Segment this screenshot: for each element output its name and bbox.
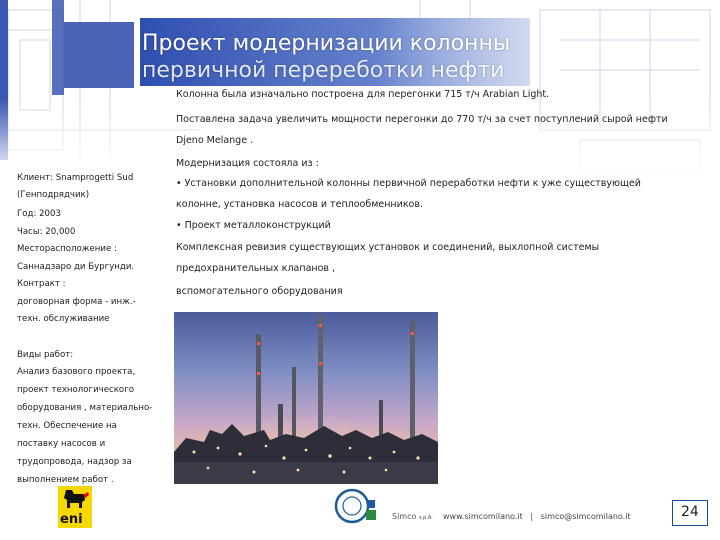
title-line-1: Проект модернизации колонны: [142, 31, 511, 56]
bullet-line-3: • Проект металлоконструкций: [176, 220, 331, 231]
certification-badge: [332, 486, 378, 526]
left-info-line: проект технологического: [17, 385, 134, 395]
left-info-line: техн. Обеспечение на: [17, 421, 117, 431]
revision-line-1: Комплексная ревизия существующих установок и соединений, выхлопной системы: [176, 242, 600, 253]
title-line-2: первичной перереботки нефти: [142, 58, 505, 83]
footer-contact: [392, 512, 631, 521]
footer-company: Simco: [392, 512, 417, 521]
bullet-line-1: • Установки дополнительной колонны первичной переработки нефти к уже существующей: [176, 178, 641, 189]
refinery-photo: [174, 312, 438, 484]
page-number: 24: [681, 504, 699, 520]
left-info-line: оборудования , материально-: [17, 403, 153, 413]
left-info-line: Месторасположение :: [17, 244, 117, 254]
intro-line-4: Модернизация состояла из :: [176, 158, 319, 169]
left-info-line: Анализ базового проекта,: [17, 367, 136, 377]
left-info-line: (Генподрядчик): [17, 190, 90, 200]
slide-title: [142, 30, 702, 84]
revision-line-2: предохранительных клапанов ,: [176, 263, 336, 274]
footer-company-suffix: s.p.A.: [418, 515, 433, 521]
bullet-line-2: колонне, установка насосов и теплообменников.: [176, 199, 423, 210]
intro-line-3: Djeno Melange .: [176, 135, 254, 146]
left-info-line: техн. обслуживание: [17, 314, 110, 324]
left-info-line: выполнением работ .: [17, 475, 114, 485]
intro-line-1: Колонна была изначально построена для перегонки 715 т/ч Arabian Light.: [176, 89, 550, 100]
revision-line-3: вспомогательного оборудования: [176, 286, 343, 297]
left-info-line: Саннадзаро ди Бургунди.: [17, 262, 135, 272]
eni-logo-text: eni: [60, 512, 83, 527]
footer-web-link[interactable]: www.simcomilano.it: [443, 512, 523, 521]
left-info-line: трудопровода, надзор за: [17, 457, 132, 467]
footer-separator: |: [530, 512, 534, 521]
left-info-line: договорная форма - инж.-: [17, 297, 136, 307]
left-info-line: Клиент: Snamprogetti Sud: [17, 173, 134, 183]
left-info-line: Часы: 20,000: [17, 227, 76, 237]
intro-line-2: Поставлена задача увеличить мощности перегонки до 770 т/ч за счет поступлений сырой нефти: [176, 114, 668, 125]
footer-email-link[interactable]: simco@simcomilano.it: [540, 512, 631, 521]
left-info-line: поставку насосов и: [17, 439, 106, 449]
left-info-line: Виды работ:: [17, 350, 74, 360]
left-info-line: Год: 2003: [17, 209, 61, 219]
left-info-line: Контракт :: [17, 279, 66, 289]
